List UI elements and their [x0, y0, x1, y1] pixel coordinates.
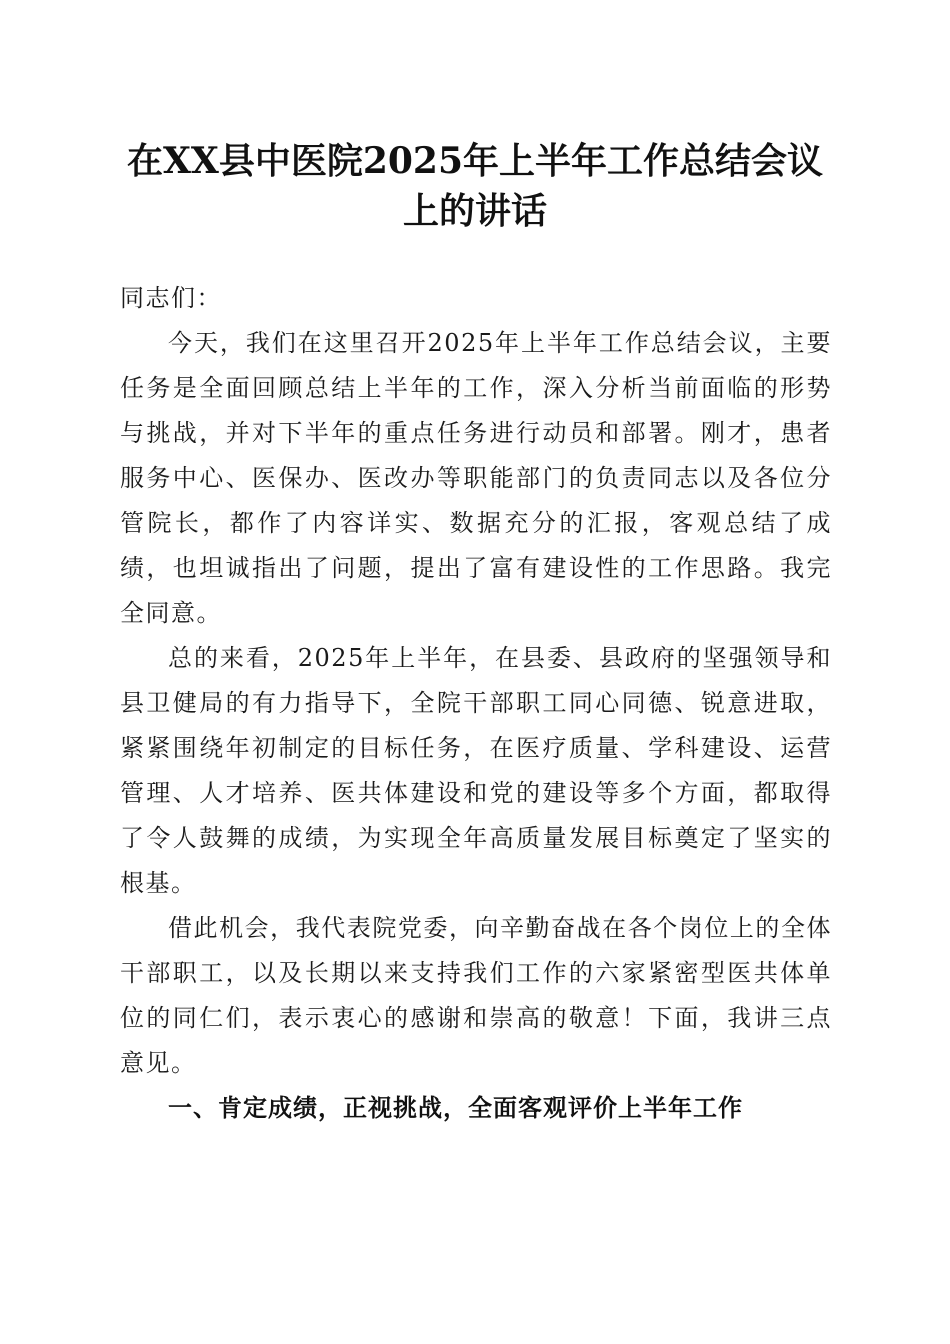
document-title — [100, 136, 850, 236]
paragraph-overview: 总的来看，2025年上半年，在县委、县政府的坚强领导和县卫健局的有力指导下，全院干部职工同心同德、锐意进取，紧紧围绕年初制定的目标任务，在医疗质量、学科建设、运营管理、人才培养、医共体建设和党的建设等多个方面，都取得了令人鼓舞的成绩，为实现全年高质量发展目标奠定了坚实的根基。 — [120, 644, 832, 897]
document-title-line-2: 上的讲话 — [402, 190, 547, 232]
document-body — [120, 276, 832, 1131]
paragraph-opening: 今天，我们在这里召开2025年上半年工作总结会议，主要任务是全面回顾总结上半年的工作，深入分析当前面临的形势与挑战，并对下半年的重点任务进行动员和部署。刚才，患者服务中心、医保办、医改办等职能部门的负责同志以及各位分管院长，都作了内容详实、数据充分的汇报，客观总结了成绩，也坦诚指出了问题，提出了富有建设性的工作思路。我完全同意。 — [120, 329, 832, 627]
section-heading: 一、肯定成绩，正视挑战，全面客观评价上半年工作 — [168, 1094, 743, 1122]
salutation: 同志们： — [120, 284, 222, 312]
document-title-line-1: 在XX县中医院2025年上半年工作总结会议 — [126, 140, 824, 182]
paragraph-thanks: 借此机会，我代表院党委，向辛勤奋战在各个岗位上的全体干部职工，以及长期以来支持我们工作的六家紧密型医共体单位的同仁们，表示衷心的感谢和崇高的敬意！下面，我讲三点意见。 — [120, 914, 832, 1077]
